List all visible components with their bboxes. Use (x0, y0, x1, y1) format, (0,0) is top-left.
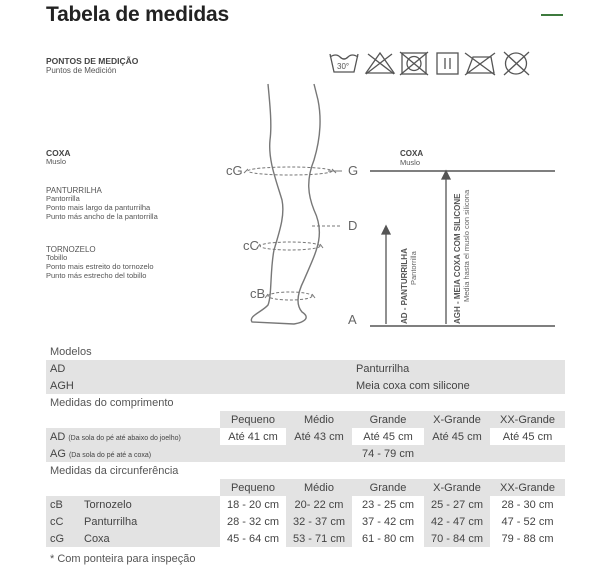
agh-arrow (442, 171, 450, 324)
ad-length-value: Até 43 cm (286, 428, 352, 445)
circ-value: 42 - 47 cm (424, 513, 490, 530)
coxa-label: COXA (46, 148, 71, 158)
circ-value: 37 - 42 cm (352, 513, 424, 530)
ad-code: AD (50, 430, 66, 443)
circ-value: 20- 22 cm (286, 496, 352, 513)
coxa-diagram-label-es: Muslo (400, 158, 421, 167)
panturrilha-desc-es: Punto más ancho de la pantorrilla (46, 212, 158, 221)
collapse-toggle[interactable] (541, 14, 563, 16)
inspection-note: * Com ponteira para inspeção (50, 553, 196, 565)
points-heading-es: Puntos de Medición (46, 66, 117, 75)
coxa-label-es: Muslo (46, 157, 67, 166)
tornozelo-desc: Ponto mais estreito do tornozelo (46, 262, 154, 271)
cG-marker (244, 167, 342, 175)
ag-code: AG (50, 447, 66, 460)
circ-value: 23 - 25 cm (352, 496, 424, 513)
size-header: Pequeno (220, 479, 286, 496)
circ-value: 32 - 37 cm (286, 513, 352, 530)
circ-value: 79 - 88 cm (490, 530, 565, 547)
circ-name: Tornozelo (84, 498, 132, 511)
D-label: D (348, 218, 358, 233)
page-title: Tabela de medidas (46, 3, 229, 26)
panturrilha-label: PANTURRILHA (46, 186, 102, 195)
tornozelo-label: TORNOZELO (46, 245, 96, 254)
points-heading: PONTOS DE MEDIÇÃO (46, 56, 139, 66)
circ-label (46, 513, 220, 530)
A-label: A (348, 312, 357, 327)
size-table (46, 343, 565, 547)
ad-vertical-label: AD - PANTURRILHA (400, 248, 409, 324)
size-header: Pequeno (220, 411, 286, 428)
model-code: AGH (46, 377, 286, 394)
circunferencia-heading: Medidas da circunferência (46, 462, 565, 479)
circ-code: cB (50, 498, 63, 511)
circ-value: 18 - 20 cm (220, 496, 286, 513)
agh-vertical-label: AGH - MEIA COXA COM SILICONE (453, 193, 462, 324)
coxa-diagram-label: COXA (400, 149, 424, 158)
size-header: XX-Grande (490, 479, 565, 496)
no-tumble-dry-icon (400, 52, 428, 75)
size-header: X-Grande (424, 479, 490, 496)
ad-length-label (46, 428, 220, 445)
comprimento-heading: Medidas do comprimento (46, 394, 565, 411)
size-header: Grande (352, 411, 424, 428)
size-header: X-Grande (424, 411, 490, 428)
ad-length-value: Até 41 cm (220, 428, 286, 445)
G-label: G (348, 163, 359, 178)
no-dry-clean-icon (504, 52, 529, 75)
circ-label (46, 530, 220, 547)
ad-length-value: Até 45 cm (352, 428, 424, 445)
panturrilha-desc: Ponto mais largo da panturrilha (46, 203, 151, 212)
circ-value: 47 - 52 cm (490, 513, 565, 530)
ad-length-value: Até 45 cm (490, 428, 565, 445)
svg-text:30°: 30° (337, 62, 350, 71)
circ-value: 28 - 30 cm (490, 496, 565, 513)
wash-30-icon (330, 54, 358, 72)
ag-length-label (46, 445, 220, 462)
cC-label: cC (243, 238, 259, 253)
ad-arrow (382, 226, 390, 324)
line-dry-icon (437, 53, 458, 74)
tornozelo-label-es: Tobillo (46, 253, 68, 262)
circ-value: 53 - 71 cm (286, 530, 352, 547)
cB-marker (265, 292, 315, 300)
care-icons (326, 48, 562, 78)
modelos-heading: Modelos (46, 343, 565, 360)
circ-value: 25 - 27 cm (424, 496, 490, 513)
circ-name: Panturrilha (84, 515, 138, 528)
size-header: XX-Grande (490, 411, 565, 428)
circ-code: cC (50, 515, 64, 528)
no-iron-icon (465, 53, 495, 75)
no-bleach-icon (366, 53, 394, 74)
size-header: Médio (286, 411, 352, 428)
size-header: Grande (352, 479, 424, 496)
circ-name: Coxa (84, 532, 110, 545)
agh-vertical-label-es: Media hasta el muslo con silicona (462, 189, 471, 302)
cB-label: cB (250, 286, 266, 301)
tornozelo-desc-es: Punto más estrecho del tobillo (46, 271, 147, 280)
circ-value: 70 - 84 cm (424, 530, 490, 547)
size-header: Médio (286, 479, 352, 496)
ag-length-value: 74 - 79 cm (352, 445, 424, 462)
circ-value: 28 - 32 cm (220, 513, 286, 530)
panturrilha-label-es: Pantorrilla (46, 194, 80, 203)
ad-note: (Da sola do pé até abaixo do joelho) (68, 434, 181, 442)
cC-marker (257, 226, 342, 250)
circ-value: 61 - 80 cm (352, 530, 424, 547)
circ-label (46, 496, 220, 513)
circ-value: 45 - 64 cm (220, 530, 286, 547)
model-desc: Meia coxa com silicone (352, 377, 565, 394)
cG-label: cG (226, 163, 243, 178)
model-desc: Panturrilha (352, 360, 565, 377)
leg-diagram (210, 80, 565, 338)
circ-code: cG (50, 532, 65, 545)
ad-length-value: Até 45 cm (424, 428, 490, 445)
ag-note: (Da sola do pé até a coxa) (68, 451, 152, 459)
model-code: AD (46, 360, 286, 377)
ad-vertical-label-es: Pantorrilla (409, 251, 418, 285)
